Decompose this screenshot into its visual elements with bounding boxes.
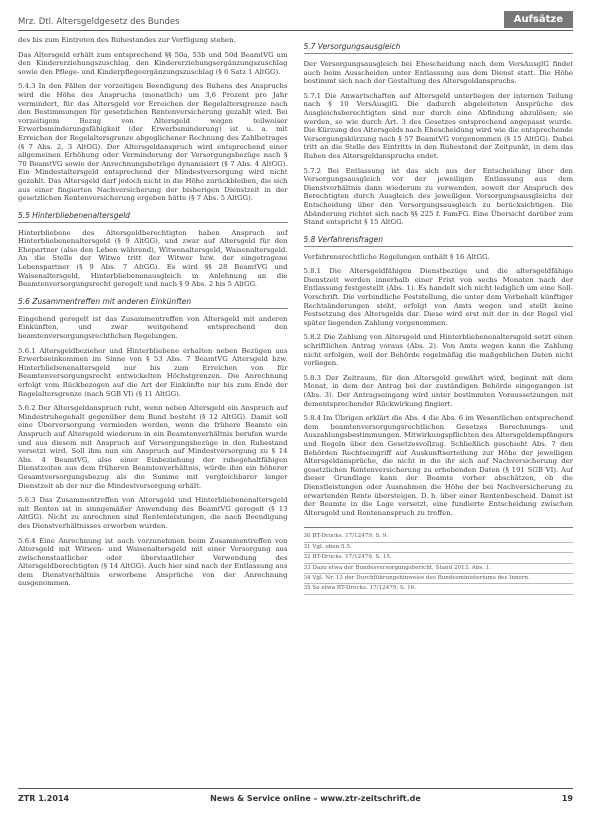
section-heading: 5.6 Zusammentreffen mit anderen Einkünften [18, 295, 288, 309]
website-line: News & Service online – www.ztr-zeitschrift.de [210, 793, 421, 803]
paragraph: 5.6.4 Eine Anrechnung ist auch vorzunehmen beim Zusammentreffen von Altersgeld mit Witwen- und Waisenaltersgeld mit einer Versorgung aus zwischenstaatlicher oder überstaatlicher Verwendung des Altersgeldberechtigten (§ 14 AltGG). Auch hier sind nach der Entlassung aus dem Dienstverhältnis erworbene Ansprüche von der Anrechnung ausgenommen. [18, 536, 288, 588]
section-tag: Aufsätze [504, 11, 573, 28]
footnote: 33 Dazu etwa der Bundesversorgungsbericht, Stand 2013, Abs. 1. [304, 564, 574, 574]
footnote: 35 So etwa BT-Drucks. 17/12479, S. 16. [304, 584, 574, 594]
paragraph: 5.6.1 Altersgeldbezieher und Hinterbliebene erhalten neben Bezügen aus Erwerbseinkommen im Sinne von § 53 Abs. 7 BeamtVG Altersgeld bzw. Hinterbliebenenaltersgeld nur bis zum Erreichen von für Beamtenversorgungsrecht entwickelten Höchstgrenzen. Die Anrechnung erfolgt vom Rückbezogen auf die Art der Einkünfte nur bis zum Ende der Regelaltersgrenze (nach SGB VI) (§ 11 AltGG). [18, 346, 288, 398]
section-heading: 5.5 Hinterbliebenenaltersgeld [18, 209, 288, 223]
paragraph: 5.6.3 Das Zusammentreffen von Altersgeld und Hinterbliebenenaltersgeld mit Renten ist in sinngemäßer Anwendung des BeamtVG geregelt (§ 13 AltGG). Nicht zu anrechnen sind Rentenleistungen, die nach Beendigung des Dienstverhältnisses erworben wurden. [18, 496, 288, 530]
paragraph: Eingehend geregelt ist das Zusammentreffen von Altersgeld mit anderen Einkünften, und zwar weitgehend entsprechend den beamtenversorgungsrechtlichen Regelungen. [18, 314, 288, 341]
footnotes [304, 527, 574, 594]
running-title: Mrz. Dtl. Altersgeldgesetz des Bundes [18, 17, 180, 27]
paragraph: 5.4.3 In den Fällen der vorzeitigen Beendigung des Ruhens des Anspruchs wird die Höhe des Anspruchs (monatlich) um 3,6 Prozent pro Jahr vermindert, für das Altersgeld vor Erreichen der Regelaltersgrenze nach den Bestimmungen für gesetzlichen Rentenversicherung gezahlt wird. Bei vorzeitigem Bezug von Altersgeld wegen teilweiser Erwerbsminderungsfähigkeit (der Erwerbsminderung) ist u. a. mit Erreichen der Regelaltersgrenze abgeglichener Rechnung des Zahlbetrages (§ 7 Abs. 2, 3 AltGG). Der Altersgeldanspruch wird entsprechend einer allgemeinen Erhöhung oder Verminderung der Versorgungsbezüge nach § 70 BeamtVG sowie der Anrechnungsbeträge dynamisiert (§ 7 Abs. 4 AltGG). Ein Mindestaltersgeld entsprechend der Mindestversorgung wird nicht gezahlt. Das Altersgeld darf jedoch nicht in die Höhe zurückbleiben, die sich aus einer fingierten Nachversicherung der bisherigen Dienstzeit in der gesetzlichen Rentenversicherung ergeben hätte (§ 7 Abs. 5 AltGG). [18, 82, 288, 203]
right-column-body [304, 40, 574, 517]
section-heading: 5.7 Versorgungsausgleich [304, 40, 574, 54]
footnote: 30 BT-Drucks. 17/12479, S. 9. [304, 532, 574, 542]
footnote: 32 BT-Drucks. 17/12479, S. 15. [304, 553, 574, 563]
body-columns [18, 36, 573, 781]
paragraph: Der Versorgungsausgleich bei Ehescheidung nach dem VersAusglG findet auch beim Ausscheiden unter Entlassung aus dem Dienst statt. Die Höhe bestimmt sich nach der Gestaltung des Altersgeldanspruchs. [303, 60, 573, 86]
paragraph: 5.7.2 Bei Entlassung ist das sich aus der Entscheidung über den Versorgungsausgleich vor der jeweiligen Entlassung aus dem Dienstverhältnis dann wiederum zu verwenden, soweit der Anspruch des Berechtigten durch Ausgleich des jeweiligen Versorgungsausgleichs der Entscheidung über den Versorgungsausgleich zu berücksichtigen. Die Abänderung richtet sich nach §§ 225 f. FamFG. Eine Übersicht darüber zum Stand entspricht § 15 AltGG. [303, 166, 573, 227]
page-number: 19 [561, 793, 573, 803]
right-column [304, 36, 574, 781]
page-header [18, 8, 573, 31]
journal-issue: ZTR 1.2014 [18, 793, 70, 803]
footnote: 34 Vgl. Nr. 13 der Durchführungshinweise des Bundesministeriums des Innern. [304, 574, 574, 584]
paragraph: Das Altersgeld erhält zum entsprechend §§ 50a, 53b und 50d BeamtVG um den Kindererziehungszuschlag, den Kindererziehungsergänzungszuschlag sowie den Pflege- und Kinderpflegeergänzungszuschlag (§ 6 Satz 1 AltGG). [18, 50, 288, 76]
section-heading: 5.8 Verfahrensfragen [304, 233, 574, 247]
paragraph: 5.8.3 Der Zeitraum, für den Altersgeld gewährt wird, beginnt mit dem Monat, in dem der Antrag bei der zuständigen Behörde eingegangen ist (Abs. 3). Der Antragseingang wird unter bestimmten Voraussetzungen mit dementsprechender Rückwirkung fingiert. [303, 373, 573, 408]
paragraph: Hinterbliebene des Altersgeldberechtigten haben Anspruch auf Hinterbliebenenaltersgeld (§ 9 AltGG), und zwar auf Altersgeld für den Ehepartner (also den Leben während), Witwenaltersgeld, Waisenaltersgeld. An die Stelle der Witwe tritt der Witwer bzw. der eingetragene Lebenspartner (§ 9 Abs. 7 AltGG). Es wird §§ 28 BeamtVG und Waisenaltersgeld, Hinterbliebenenausgleich in Anlehnung an die Beamtenversorgungsrecht geregelt und nach § 9 Abs. 2 bis 5 AltGG. [18, 228, 288, 289]
left-column [18, 36, 288, 781]
paragraph: 5.6.2 Der Altersgeldanspruch ruht, wenn neben Altersgeld ein Anspruch auf Mindestruhegehalt gegenüber dem Bund besteht (§ 12 AltGG). Damit soll eine Überversorgung vermieden werden, wenn die frühere Beamte ein Anspruch auf Altersgeld wiederum in ein Beamtenverhältnis berufen wurde und aus diesem mit Anspruch auf Versorgungsbezüge in den Ruhestand versetzt wird. Soll ihm nun ein Anspruch auf Mindestversorgung zu § 14 Abs. 4 BeamtVG, also einer Einbeziehung der ruhegehaltfähigen Dienstzeiten aus dem früheren Beamtenverhältnis, würde ihm ein höherer Gesamtversorgungsbezug als die Summe mit vergleichbarer langer Dienstzeit ab der nur die Mindestversorgung erhält. [18, 404, 288, 490]
paragraph: 5.8.4 Im Übrigen erklärt die Abs. 4 die Abs. 6 im Wesentlichen entsprechend dem beamtenversorgungsrechtlichen Gesetzes Berechnungs- und Auszahlungsbestimmungen. Mitwirkungspflichten des Altersgeldempfängers und Regeln über den Gesetzesvollzug. Schließlich geschieht Abs. 7 den Behörden Rechtseingriff auf Auskunftserteilung zur Höhe der jeweiligen Altersgeldansprüche, die nicht in die ihr sich auf Nachversicherung der gesetzlichen Rentenversicherung zu erhebenden Daten (§ 191 SGB VI). Auf dieser Grundlage kann der Beamte vorher abschätzen, ob die Dienstleistungen oder Ausnahmen die Höhe der bei Nachversicherung zu erwartenden Rente übersteigen. D. h. über einer Rentenbescheid. Damit ist der Beamte in die Lage versetzt, eine fundierte Entscheidung zwischen Altersgeld und Rentenanspruch zu treffen. [303, 414, 573, 517]
paragraph: 5.8.2 Die Zahlung von Altersgeld und Hinterbliebenenaltersgeld setzt einen schriftlichen Antrag voraus (Abs. 2). Von Amts wegen kann die Zahlung nicht erfolgen, weil der Behörde regelmäßig die maßgeblichen Daten nicht vorliegen. [303, 333, 573, 368]
paragraph: des bis zum Eintreten des Ruhestandes zur Verfügung stehen. [18, 36, 236, 44]
footnote: 31 Vgl. oben 5.5. [304, 543, 574, 553]
paragraph: 5.8.1 Die Altersgeldfähigen Dienstbezüge und die altersgeldfähige Dienstzeit werden innerhalb einer Frist von sechs Monaten nach der Entlassung festgestellt (Abs. 1). Es handelt sich nicht lediglich um eine Soll-Vorschrift. Die verbindliche Feststellung, die unter dem Vorbehalt künftiger Rechtsänderungen steht, erfolgt von Amts wegen und stellt keine Festsetzung des Altersgelds dar. Diese wird erst mit der in der Regel viel später liegenden Zahlung vorgenommen. [303, 267, 573, 327]
paragraph: Verfahrensrechtliche Regelungen enthält § 16 AltGG. [303, 252, 490, 261]
paragraph: 5.7.1 Die Anwartschaften auf Altersgeld unterliegen der internen Teilung nach § 10 VersAusglG. Die dadurch abgeleiteten Ansprüche des Ausgleichsberechtigten sind nur durch eine Abfindung abzulösen; sie werden, so wie durch Art. 3 des Gesetzes entsprechend angepasst wurde. Die Kürzung des Altersgelds nach Ehescheidung wird wie die entsprechende Versorgungskürzung nach § 57 BeamtVG vorgenommen (§ 15 AltGG). Dabei tritt an die Stelle des Eintritts in den Ruhestand der Zeitpunkt, in dem das Ruhen des Altersgeldanspruchs endet. [303, 91, 573, 160]
page-footer [18, 788, 573, 807]
